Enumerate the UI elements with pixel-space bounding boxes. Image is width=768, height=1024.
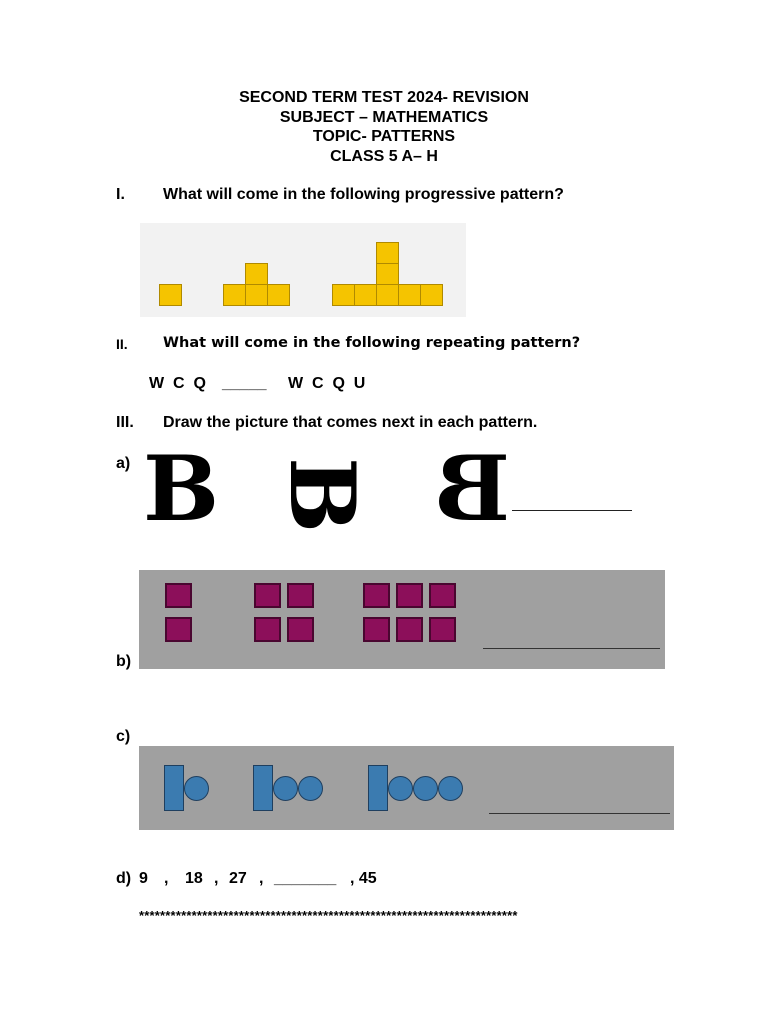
magenta-square [287, 583, 314, 608]
repeating-sequence-blank: _____ [222, 375, 267, 392]
pattern-square [223, 284, 246, 306]
question-3-text: Draw the picture that comes next in each pattern. [163, 414, 538, 431]
pattern-c-panel [139, 746, 674, 830]
sequence-value-2: 18 [185, 870, 203, 887]
blue-circle [438, 776, 463, 801]
sequence-value-3: 27 [229, 870, 247, 887]
sequence-value-5: , 45 [350, 870, 377, 887]
magenta-square [429, 617, 456, 642]
blue-circle [273, 776, 298, 801]
question-1-number: I. [116, 186, 125, 203]
pattern-square [245, 263, 268, 285]
question-2-text: What will come in the following repeating pattern? [163, 335, 581, 351]
part-a-label: a) [116, 455, 131, 472]
part-d-label: d) [116, 870, 132, 887]
magenta-square [363, 583, 390, 608]
magenta-square [363, 617, 390, 642]
answer-line-a [512, 510, 632, 511]
magenta-square [165, 583, 192, 608]
progressive-pattern-figure [140, 223, 466, 317]
pattern-square [420, 284, 443, 306]
magenta-square [396, 583, 423, 608]
magenta-square [254, 617, 281, 642]
pattern-square [267, 284, 290, 306]
repeating-sequence-end: W C Q U [288, 375, 366, 392]
title-line-2: SUBJECT – MATHEMATICS [279, 109, 489, 126]
pattern-square [376, 242, 399, 264]
blue-circle [298, 776, 323, 801]
sequence-blank: _______ [274, 870, 337, 887]
magenta-square [254, 583, 281, 608]
blue-circle [388, 776, 413, 801]
pattern-square [159, 284, 182, 306]
answer-line-c [489, 813, 670, 814]
letter-b-rotated: B [269, 457, 375, 534]
sequence-separator: , [214, 870, 219, 887]
magenta-square [429, 583, 456, 608]
title-line-1: SECOND TERM TEST 2024- REVISION [239, 89, 529, 106]
pattern-square [398, 284, 421, 306]
question-2-number: II. [116, 336, 128, 352]
title-line-3: TOPIC- PATTERNS [312, 128, 456, 145]
blue-circle [184, 776, 209, 801]
pattern-square [354, 284, 377, 306]
magenta-square [287, 617, 314, 642]
blue-rectangle [164, 765, 184, 811]
blue-rectangle [253, 765, 273, 811]
magenta-square [165, 617, 192, 642]
pattern-square [332, 284, 355, 306]
magenta-square [396, 617, 423, 642]
pattern-square [245, 284, 268, 306]
title-line-4: CLASS 5 A– H [330, 148, 438, 165]
letter-b-normal: B [143, 436, 220, 542]
part-c-label: c) [116, 728, 131, 745]
answer-line-b [483, 648, 660, 649]
letter-b-mirrored: B [434, 436, 511, 542]
pattern-square [376, 263, 399, 285]
pattern-square [376, 284, 399, 306]
sequence-separator: , [164, 870, 169, 887]
blue-rectangle [368, 765, 388, 811]
repeating-sequence-start: W C Q [149, 375, 206, 392]
part-b-label: b) [116, 653, 132, 670]
pattern-b-panel [139, 570, 665, 669]
question-1-text: What will come in the following progressive pattern? [163, 186, 564, 203]
blue-circle [413, 776, 438, 801]
sequence-value-1: 9 [139, 870, 148, 887]
question-3-number: III. [116, 414, 134, 431]
footer-divider: ************************************************************************ [139, 908, 518, 923]
sequence-separator: , [259, 870, 264, 887]
